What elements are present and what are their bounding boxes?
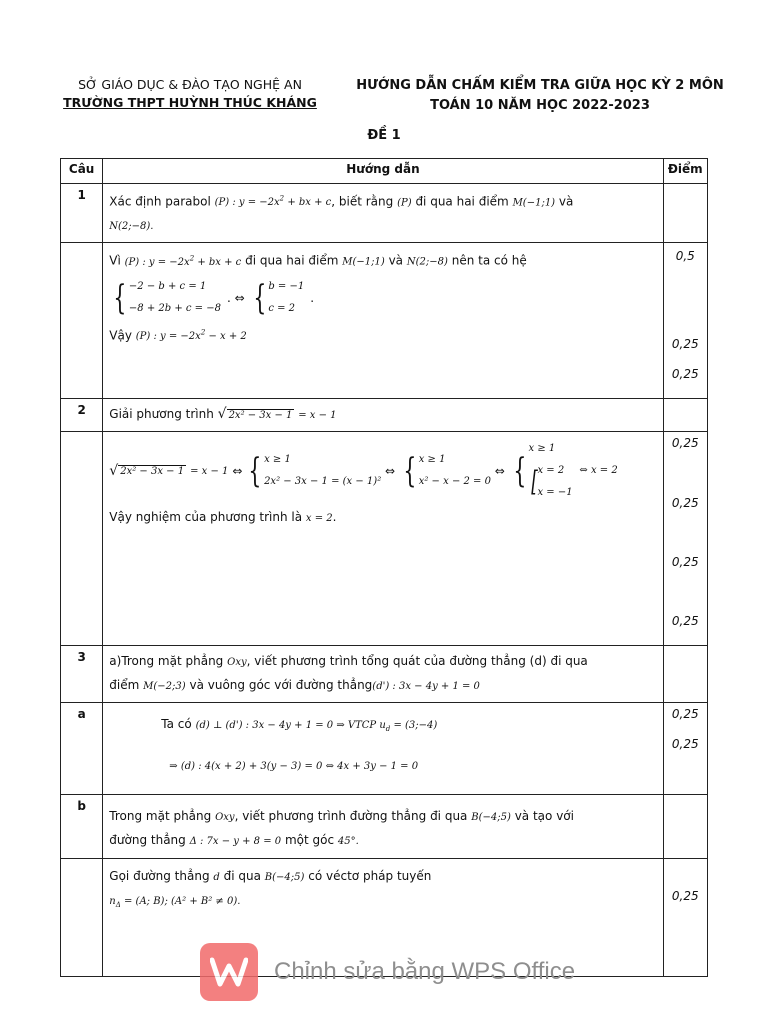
equation: x = −1 (537, 487, 573, 499)
solution-cell (103, 703, 663, 795)
point-value: 0,5 (675, 249, 695, 264)
col-header-points: Điểm (663, 159, 707, 184)
table-row (61, 184, 708, 243)
exam-code: ĐỀ 1 (367, 128, 401, 143)
table-row (61, 646, 708, 703)
wps-watermark (200, 944, 620, 1000)
points-cell (663, 703, 707, 795)
table-header-row (61, 159, 708, 184)
points-cell (663, 795, 707, 859)
math: 45°. (337, 836, 359, 848)
text: đi qua hai điểm (245, 253, 339, 268)
point-value: 0,25 (671, 436, 699, 451)
q1-prompt-line2 (109, 214, 656, 238)
q3-prompt-line2 (109, 674, 656, 698)
q2-prompt: Giải phương trình √ 2x² − 3x − 1 = x − 1 (109, 406, 337, 423)
table-row (61, 399, 708, 432)
question-number: 2 (61, 399, 103, 432)
question-number: 1 (61, 184, 103, 243)
brace-icon: { (253, 277, 267, 318)
q3b-prompt-line1 (109, 805, 656, 829)
q3b-prompt-line2 (109, 829, 656, 853)
text: và (388, 253, 404, 268)
department-name: SỞ GIÁO DỤC & ĐÀO TẠO NGHỆ AN (78, 77, 302, 92)
point-value: 0,25 (671, 496, 699, 511)
bracket-icon: [ (530, 465, 538, 499)
question-prompt (103, 646, 663, 703)
math: ⇒ (d) : 4(x + 2) + 3(y − 3) = 0 ⇔ 4x + 3y − 1 = 0 (169, 761, 419, 773)
text: , viết phương trình tổng quát của đường thẳng (d) đi qua (246, 654, 588, 669)
math: (P) : y = −2x (214, 197, 280, 209)
text: Gọi đường thẳng (109, 869, 210, 884)
points-cell (663, 399, 707, 432)
text: Vậy (109, 327, 132, 342)
question-number: 3 (61, 646, 103, 703)
math: = (A; B); (A² + B² ≠ 0). (123, 896, 241, 908)
text: Xác định parabol (109, 194, 211, 209)
question-number (61, 432, 103, 646)
subquestion-label: a (61, 703, 103, 795)
math: = x − 1 (298, 410, 337, 422)
equation-system: ⇔ { x ≥ 1 x² − x − 2 = 0 (385, 451, 491, 492)
text: Trong mặt phẳng (109, 809, 212, 824)
title-line-1: HƯỚNG DẪN CHẤM KIỂM TRA GIỮA HỌC KỲ 2 MÔN (356, 78, 724, 93)
equation: x = 2 (537, 465, 565, 477)
question-number (61, 243, 103, 399)
math: = x − 1 (190, 465, 229, 477)
text: và vuông góc với đường thẳng (189, 678, 373, 693)
solution-cell (103, 432, 663, 646)
text: một góc (284, 833, 335, 848)
question-number (61, 859, 103, 977)
math: x = 2 (305, 513, 333, 525)
point-value: 0,25 (671, 737, 699, 752)
equation-system: ⇔ { x ≥ 1 [ x = 2 ⇔ x = 2 x = −1 (495, 438, 618, 504)
point-value: 0,25 (671, 337, 699, 352)
points-cell (663, 646, 707, 703)
brace-icon: { (248, 451, 262, 492)
math: Oxy (227, 657, 247, 669)
math: d (213, 872, 220, 884)
col-header-question: Câu (61, 159, 103, 184)
math: (P) : y = −2x (135, 330, 201, 342)
equation: x = 2 (590, 465, 618, 477)
point-value: 0,25 (671, 555, 699, 570)
text: Vì (109, 253, 121, 268)
math: B(−4;5) (471, 812, 511, 824)
points-cell (663, 432, 707, 646)
q3a-line2 (109, 754, 656, 778)
text: nên ta có hệ (451, 253, 527, 268)
brace-icon: { (113, 277, 127, 318)
brace-icon: { (513, 451, 527, 492)
text: Ta có (161, 717, 192, 732)
math: Oxy (215, 812, 235, 824)
equation-system: √ 2x² − 3x − 1 = x − 1 ⇔ { x ≥ 1 2x² − 3x − 1 = (x − 1)² (109, 451, 382, 492)
text: a)Trong mặt phẳng (109, 654, 224, 669)
equation-system: { −2 − b + c = 1 −8 + 2b + c = −8 . (113, 277, 231, 318)
math: + bx + c (287, 197, 332, 209)
math: B(−4;5) (264, 872, 305, 884)
points-cell (663, 859, 707, 977)
math: N(2;−8). (109, 221, 154, 233)
math: M(−2;3) (143, 681, 186, 693)
brace-icon: { (403, 451, 417, 492)
text: điểm (109, 678, 140, 693)
point-value: 0,25 (671, 367, 699, 382)
math: M(−1;1) (342, 256, 385, 268)
subquestion-label: b (61, 795, 103, 859)
q2-conclusion: Vậy nghiệm của phương trình là x = 2. (109, 510, 337, 525)
math: N(2;−8) (406, 256, 448, 268)
equation: x² − x − 2 = 0 (418, 476, 491, 488)
question-prompt (103, 184, 663, 243)
condition: x ≥ 1 (418, 454, 446, 466)
math: M(−1;1) (512, 197, 556, 209)
text: , biết rằng (331, 194, 394, 209)
school-name: TRƯỜNG THPT HUỲNH THÚC KHÁNG (63, 95, 317, 110)
text: Vậy nghiệm của phương trình là (109, 510, 303, 525)
equation-system: ⇔ { b = −1 c = 2 . (234, 277, 315, 318)
q1-sol-line1: Vì (P) : $y = -2x^2$ + bx + c đi qua hai điểm M(−1;1) và N(2;−8) nên ta có hệ (109, 253, 527, 268)
text: đi qua (223, 869, 261, 884)
q3b-sol-line2: $n_\Delta = (A$; B); (A² + B² ≠ 0). (109, 896, 241, 910)
equation: 2x² − 3x − 1 = (x − 1)² (264, 476, 382, 488)
q3-prompt-line1 (109, 650, 656, 674)
text: và (558, 194, 574, 209)
text: đường thẳng (109, 833, 186, 848)
text: đi qua hai điểm (415, 194, 509, 209)
solution-cell (103, 243, 663, 399)
points-cell (663, 243, 707, 399)
math: (P) : y = −2x (124, 256, 190, 268)
table-row (61, 243, 708, 399)
question-prompt (103, 795, 663, 859)
point-value: 0,25 (671, 614, 699, 629)
math: (d) ⊥ (d') : 3x − 4y + 1 = 0 ⇒ VTCP u (195, 720, 386, 732)
table-row (61, 795, 708, 859)
equation: b = −1 (268, 280, 305, 292)
condition: x ≥ 1 (528, 443, 556, 455)
points-cell (663, 184, 707, 243)
math: 2x² − 3x − 1 (120, 466, 185, 478)
table-row (61, 703, 708, 795)
text: có véctơ pháp tuyến (308, 869, 432, 884)
math: n (109, 896, 116, 908)
grading-table (60, 158, 708, 977)
equation: c = 2 (268, 302, 296, 314)
q3a-line1: Ta có (d) ⊥ (d') : 3x − 4y + 1 = 0 ⇒ VTCP $u_d$ = (3;−4) (161, 717, 438, 734)
table-row (61, 432, 708, 646)
title-line-2: TOÁN 10 NĂM HỌC 2022-2023 (430, 98, 650, 113)
col-header-guide: Hướng dẫn (103, 159, 663, 184)
wps-logo-icon (200, 943, 258, 1001)
math: (d') : 3x − 4y + 1 = 0 (372, 681, 480, 693)
text: Giải phương trình (109, 407, 214, 422)
equation: −8 + 2b + c = −8 (128, 302, 221, 314)
equation: −2 − b + c = 1 (128, 280, 207, 292)
q3b-sol-line1 (109, 865, 656, 889)
math: = (3;−4) (393, 720, 438, 732)
math: (P) (397, 197, 412, 209)
math: + bx + c (197, 256, 242, 268)
q1-prompt-line1: Xác định parabol (P) : $y = -2x^2$ + bx + c, biết rằng (P) đi qua hai điểm M(−1;1) và (109, 194, 574, 209)
text: , viết phương trình đường thẳng đi qua (234, 809, 468, 824)
condition: x ≥ 1 (264, 454, 291, 466)
point-value: 0,25 (671, 707, 699, 722)
math: 2x² − 3x − 1 (228, 410, 293, 422)
q1-conclusion: Vậy (P) : $y = -2x^2 - x + 2$ (109, 327, 247, 342)
question-prompt (103, 399, 663, 432)
document-title (340, 76, 740, 116)
point-value: 0,25 (671, 889, 699, 904)
text: và tạo với (514, 809, 574, 824)
math: Δ : 7x − y + 8 = 0 (189, 836, 282, 848)
math: − x + 2 (208, 330, 247, 342)
header-left (40, 76, 340, 112)
wps-watermark-text: Chỉnh sửa bằng WPS Office (274, 958, 576, 985)
